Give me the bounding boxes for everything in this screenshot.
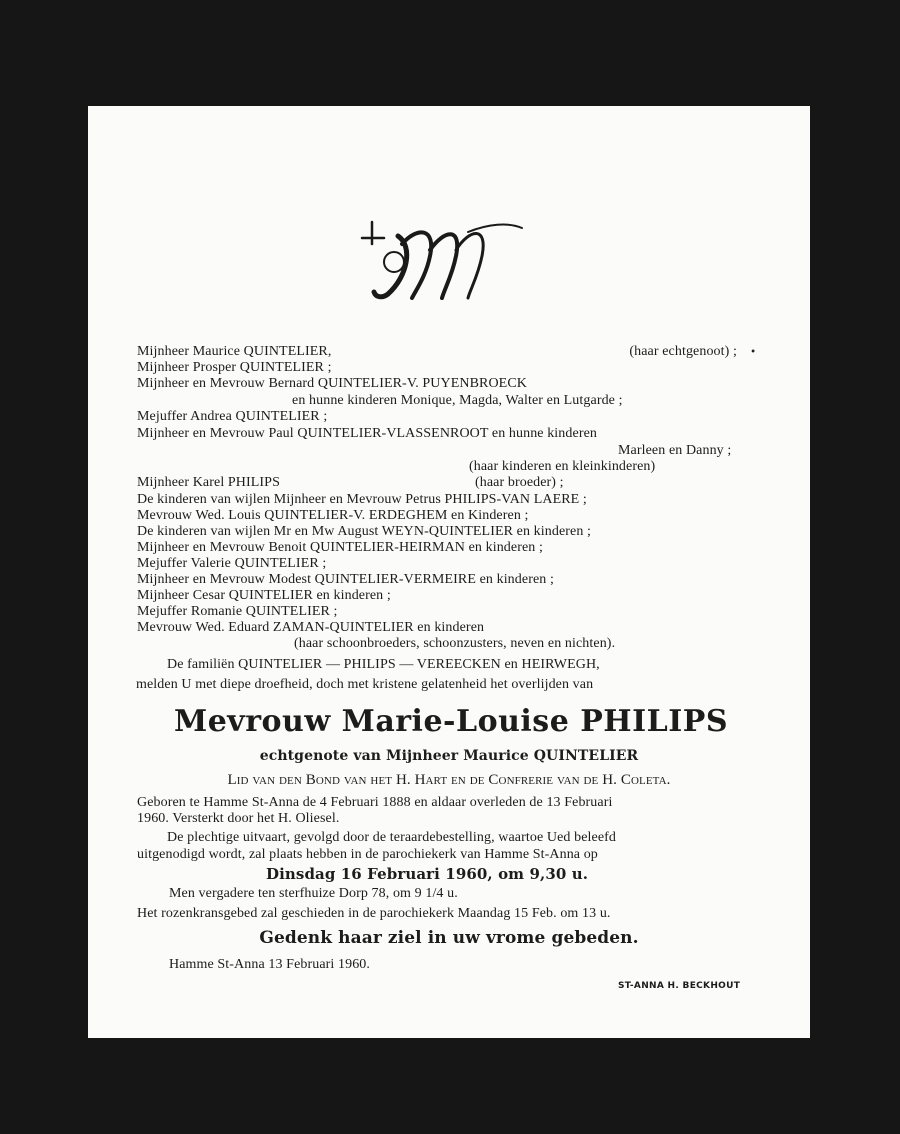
mourner-brother: Mijnheer Karel PHILIPS xyxy=(137,475,280,490)
mourner-line-15: Mijnheer en Mevrouw Modest QUINTELIER-VERMEIRE en kinderen ; xyxy=(137,572,554,587)
mourner-line-3: Mijnheer en Mevrouw Bernard QUINTELIER-V. PUYENBROECK xyxy=(137,376,527,391)
mourner-line-12: De kinderen van wijlen Mr en Mw August WEYN-QUINTELIER en kinderen ; xyxy=(137,524,592,539)
funeral-line-2: uitgenodigd wordt, zal plaats hebben in de parochiekerk van Hamme St-Anna op xyxy=(137,847,598,862)
mourner-line-5: Mejuffer Andrea QUINTELIER ; xyxy=(137,409,328,424)
ink-speck: • xyxy=(750,347,756,358)
rosary-line: Het rozenkransgebed zal geschieden in de parochiekerk Maandag 15 Feb. om 13 u. xyxy=(137,906,611,921)
mourner-husband: Mijnheer Maurice QUINTELIER, xyxy=(137,344,332,359)
mourner-line-7: Marleen en Danny ; xyxy=(618,443,732,458)
mourner-line-18: Mevrouw Wed. Eduard ZAMAN-QUINTELIER en kinderen xyxy=(137,620,485,635)
printer-mark: ST-ANNA H. BECKHOUT xyxy=(618,981,741,991)
mourner-line-10: De kinderen van wijlen Mijnheer en Mevrouw Petrus PHILIPS-VAN LAERE ; xyxy=(137,492,587,507)
families-line: De familiën QUINTELIER — PHILIPS — VEREECKEN en HEIRWEGH, xyxy=(167,657,600,672)
mourner-line-16: Mijnheer Cesar QUINTELIER en kinderen ; xyxy=(137,588,391,603)
place-date: Hamme St-Anna 13 Februari 1960. xyxy=(169,957,371,972)
deceased-membership: Lid van den Bond van het H. Hart en de Confrerie van de H. Coleta. xyxy=(227,772,671,788)
mourner-line-2: Mijnheer Prosper QUINTELIER ; xyxy=(137,360,332,375)
deceased-name: Mevrouw Marie-Louise PHILIPS xyxy=(173,704,729,739)
mourner-brother-relation: (haar broeder) ; xyxy=(475,475,564,490)
mourner-line-17: Mejuffer Romanie QUINTELIER ; xyxy=(137,604,338,619)
mourner-line-6: Mijnheer en Mevrouw Paul QUINTELIER-VLASSENROOT en hunne kinderen xyxy=(137,426,597,441)
birth-line: Geboren te Hamme St-Anna de 4 Februari 1888 en aldaar overleden de 13 Februari xyxy=(137,795,613,810)
gathering-line: Men vergadere ten sterfhuize Dorp 78, om 9 1/4 u. xyxy=(169,886,458,901)
announcement-line: melden U met diepe droefheid, doch met kristene gelatenheid het overlijden van xyxy=(136,677,594,692)
monogram-letter: M xyxy=(358,216,360,217)
mourner-line-19: (haar schoonbroeders, schoonzusters, neven en nichten). xyxy=(294,636,616,651)
mourner-line-9 xyxy=(137,475,597,491)
mourner-line-1 xyxy=(137,344,737,360)
mourner-line-13: Mijnheer en Mevrouw Benoit QUINTELIER-HEIRMAN en kinderen ; xyxy=(137,540,543,555)
funeral-line-1: De plechtige uitvaart, gevolgd door de teraardebestelling, waartoe Ued beleefd xyxy=(167,830,616,845)
prayer-line: Gedenk haar ziel in uw vrome gebeden. xyxy=(259,928,639,948)
mourner-line-8: (haar kinderen en kleinkinderen) xyxy=(469,459,656,474)
mourner-line-4: en hunne kinderen Monique, Magda, Walter en Lutgarde ; xyxy=(292,393,623,408)
mourner-line-11: Mevrouw Wed. Louis QUINTELIER-V. ERDEGHEM en Kinderen ; xyxy=(137,508,529,523)
mourning-card xyxy=(88,106,810,1038)
cross-monogram-icon xyxy=(358,216,528,306)
birth-line-2: 1960. Versterkt door het H. Oliesel. xyxy=(137,811,340,826)
mourner-line-14: Mejuffer Valerie QUINTELIER ; xyxy=(137,556,327,571)
deceased-spouse: echtgenote van Mijnheer Maurice QUINTELIER xyxy=(259,748,639,764)
mourner-husband-relation: (haar echtgenoot) ; xyxy=(629,344,737,359)
funeral-date: Dinsdag 16 Februari 1960, om 9,30 u. xyxy=(266,865,589,883)
